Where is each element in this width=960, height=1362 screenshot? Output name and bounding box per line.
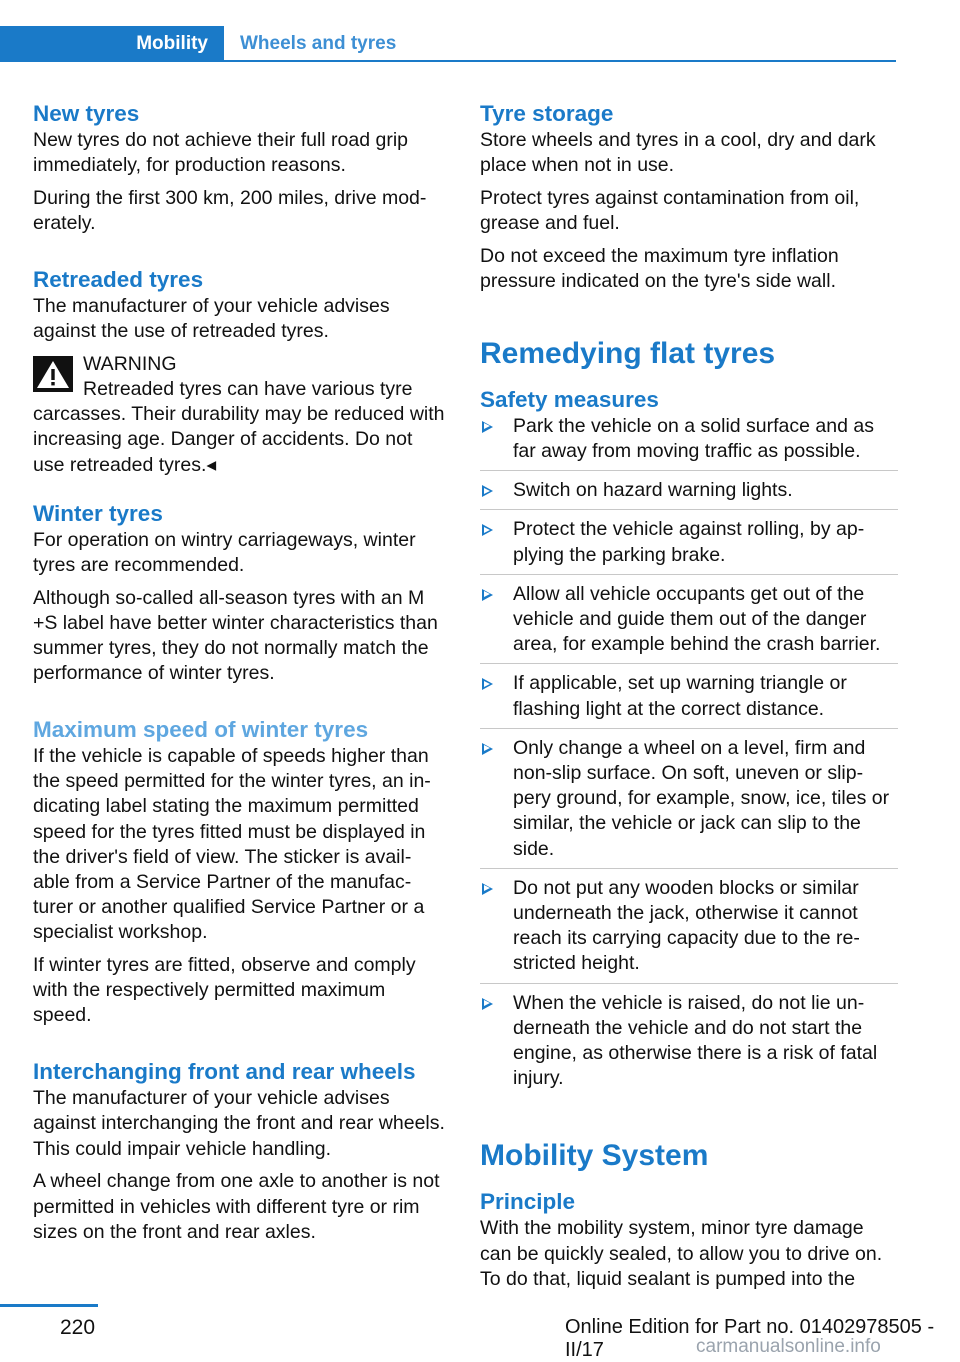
warning-box — [33, 352, 449, 478]
principle-heading: Principle — [480, 1189, 576, 1215]
safety-list — [480, 414, 898, 1098]
triangle-bullet-icon — [482, 883, 493, 895]
chapter-tab: Wheels and tyres — [240, 33, 397, 54]
winter-p2: Although so-called all-season tyres with an M +S label have better winter characteristics than summer tyres, they do not normally match the performance of winter tyres. — [33, 586, 438, 685]
retreaded-p1: The manufacturer of your vehicle advises against the use of retreaded tyres. — [33, 294, 390, 343]
list-item: If applicable, set up warning triangle or flashing light at the correct distance. — [480, 671, 898, 728]
watermark: carmanualsonline.info — [696, 1336, 881, 1357]
remedying-heading: Remedying flat tyres — [480, 336, 776, 370]
list-item: Protect the vehicle against rolling, by ap- plying the parking brake. — [480, 517, 898, 574]
max-speed-heading: Maximum speed of winter tyres — [33, 716, 369, 742]
triangle-bullet-icon — [482, 485, 493, 497]
page-header — [0, 26, 896, 62]
list-item: Allow all vehicle occupants get out of the vehicle and guide them out of the danger area, for example behind the crash barrier. — [480, 582, 898, 665]
retreaded-heading: Retreaded tyres — [33, 266, 204, 292]
storage-p2: Protect tyres against contamination from oil, grease and fuel. — [480, 186, 860, 235]
storage-p1: Store wheels and tyres in a cool, dry and dark place when not in use. — [480, 129, 876, 177]
warning-triangle-icon — [33, 356, 73, 392]
winter-p1: For operation on wintry carriageways, winter tyres are recommended. — [33, 528, 416, 576]
right-column — [480, 100, 898, 1300]
warning-text: Retreaded tyres can have various tyre carcasses. Their durability may be reduced with increasing age. Danger of accidents. Do not use retreaded tyres.◂ — [33, 377, 445, 476]
new-tyres-p1: New tyres do not achieve their full road grip immediately, for production reasons. — [33, 129, 409, 177]
interchanging-heading: Interchanging front and rear wheels — [33, 1059, 416, 1085]
max-speed-p1: If the vehicle is capable of speeds higher than the speed permitted for the winter tyres, an in- dicating label stating the maximum permitted speed for the tyres fitted must be displayed in the driver's field of view. The sticker is avail- able from a Service Partner of the manufac- turer or another qualified Service Partner or a specialist workshop. — [33, 744, 431, 944]
list-item: Park the vehicle on a solid surface and as far away from moving traffic as possible. — [480, 414, 898, 471]
storage-p3: Do not exceed the maximum tyre inflation pressure indicated on the tyre's side wall. — [480, 244, 839, 293]
max-speed-p2: If winter tyres are fitted, observe and comply with the respectively permitted maximum speed. — [33, 954, 416, 1027]
interchanging-p1: The manufacturer of your vehicle advises against interchanging the front and rear wheels. This could impair vehicle handling. — [33, 1087, 445, 1160]
list-item: Only change a wheel on a level, firm and non-slip surface. On soft, uneven or slip- pery ground, for example, snow, ice, tiles or similar, the vehicle or jack can slip to the side. — [480, 736, 898, 869]
triangle-bullet-icon — [482, 743, 493, 755]
footer-rule — [0, 1304, 98, 1307]
section-tab: Mobility — [0, 26, 224, 62]
edition-text: Online Edition for Part no. 01402978505 - II/17 — [565, 1316, 935, 1361]
triangle-bullet-icon — [482, 998, 493, 1010]
list-item: Switch on hazard warning lights. — [480, 478, 898, 510]
storage-heading: Tyre storage — [480, 101, 614, 126]
safety-measures-heading: Safety measures — [480, 386, 659, 412]
triangle-bullet-icon — [482, 678, 493, 690]
page-number: 220 — [60, 1316, 96, 1339]
triangle-bullet-icon — [482, 421, 493, 433]
list-item: Do not put any wooden blocks or similar underneath the jack, otherwise it cannot reach its carrying capacity due to the re- stricted height. — [480, 876, 898, 984]
interchanging-p2: A wheel change from one axle to another is not permitted in vehicles with different tyre or rim sizes on the front and rear axles. — [33, 1170, 440, 1243]
list-item: When the vehicle is raised, do not lie un- derneath the vehicle and do not start the engine, as otherwise there is a risk of fatal injury. — [480, 991, 898, 1098]
triangle-bullet-icon — [482, 589, 493, 601]
winter-heading: Winter tyres — [33, 500, 163, 526]
header-rule — [224, 60, 896, 62]
mobility-system-heading: Mobility System — [480, 1139, 709, 1173]
triangle-bullet-icon — [482, 524, 493, 536]
new-tyres-p2: During the first 300 km, 200 miles, drive mod- erately. — [33, 186, 427, 235]
principle-p1: With the mobility system, minor tyre damage can be quickly sealed, to allow you to drive on. To do that, liquid sealant is pumped into the — [480, 1217, 883, 1290]
warning-label: WARNING — [83, 352, 177, 375]
new-tyres-heading: New tyres — [33, 101, 140, 126]
left-column — [33, 100, 449, 1252]
